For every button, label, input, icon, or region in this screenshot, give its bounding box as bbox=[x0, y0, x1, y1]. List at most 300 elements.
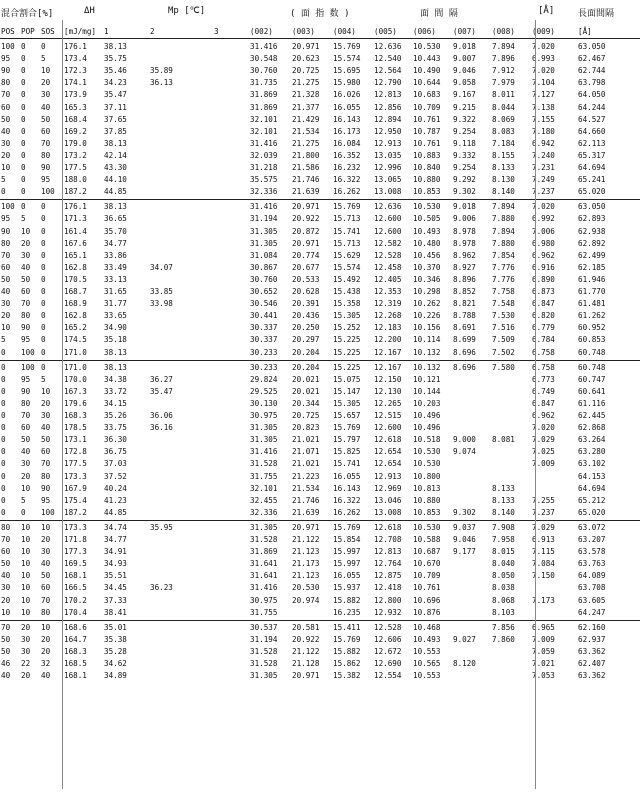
cell-sos: 50 bbox=[41, 435, 51, 445]
cell-enthalpy: 167.3 bbox=[64, 386, 87, 396]
cell-d006: 10.787 bbox=[413, 126, 441, 136]
table-row bbox=[0, 286, 640, 298]
cell-enthalpy: 171.3 bbox=[64, 214, 87, 224]
table-row bbox=[0, 646, 640, 658]
cell-d006: 10.496 bbox=[413, 423, 441, 433]
cell-pop: 22 bbox=[21, 659, 31, 668]
cell-d005: 12.913 bbox=[374, 471, 402, 481]
cell-pos: 60 bbox=[1, 102, 11, 112]
cell-sos: 0 bbox=[41, 335, 46, 345]
cell-d004: 15.797 bbox=[333, 435, 361, 445]
cell-d003: 20.530 bbox=[292, 583, 320, 593]
table-row bbox=[0, 213, 640, 225]
cell-long-spacing: 61.946 bbox=[578, 274, 606, 284]
column-rule bbox=[62, 20, 63, 789]
cell-d002: 31.755 bbox=[250, 471, 278, 481]
cell-pop: 30 bbox=[21, 634, 31, 644]
cell-sos: 10 bbox=[41, 522, 51, 532]
cell-d002: 32.455 bbox=[250, 495, 278, 505]
cell-pos: 0 bbox=[1, 411, 6, 420]
cell-mp1: 37.65 bbox=[104, 114, 127, 124]
cell-mp1: 38.13 bbox=[104, 42, 127, 51]
cell-pos: 0 bbox=[1, 495, 6, 505]
cell-sos: 95 bbox=[41, 175, 51, 185]
cell-d009: 6.890 bbox=[532, 274, 555, 284]
cell-d009: 7.029 bbox=[532, 522, 555, 532]
cell-d003: 21.128 bbox=[292, 659, 320, 668]
table-row bbox=[0, 126, 640, 138]
cell-d009: 7.029 bbox=[532, 435, 555, 445]
cell-d009: 6.749 bbox=[532, 386, 555, 396]
cell-d005: 12.950 bbox=[374, 126, 402, 136]
cell-d003: 21.122 bbox=[292, 646, 320, 656]
cell-sos: 70 bbox=[41, 459, 51, 469]
cell-d008: 7.860 bbox=[492, 634, 515, 644]
cell-enthalpy: 173.3 bbox=[64, 471, 87, 481]
table-row bbox=[0, 334, 640, 346]
cell-d004: 16.084 bbox=[333, 138, 361, 148]
cell-pos: 5 bbox=[1, 175, 6, 185]
cell-mp1: 33.75 bbox=[104, 423, 127, 433]
cell-d009: 7.115 bbox=[532, 547, 555, 557]
cell-pop: 20 bbox=[21, 238, 31, 248]
table-row bbox=[0, 250, 640, 262]
table-row bbox=[0, 410, 640, 422]
cell-d007: 9.302 bbox=[453, 187, 476, 197]
cell-pop: 10 bbox=[21, 483, 31, 493]
cell-d006: 10.880 bbox=[413, 495, 441, 505]
cell-d008: 8.083 bbox=[492, 126, 515, 136]
table-row bbox=[0, 386, 640, 398]
cell-enthalpy: 168.7 bbox=[64, 287, 87, 296]
cell-d005: 12.167 bbox=[374, 347, 402, 357]
table-row bbox=[0, 471, 640, 483]
cell-d007: 9.018 bbox=[453, 202, 476, 212]
cell-d003: 20.971 bbox=[292, 238, 320, 248]
cell-d002: 30.975 bbox=[250, 411, 278, 420]
cell-pop: 50 bbox=[21, 435, 31, 445]
cell-d003: 20.581 bbox=[292, 622, 320, 632]
cell-sos: 50 bbox=[41, 114, 51, 124]
cell-d009: 7.021 bbox=[532, 659, 555, 668]
cell-pos: 50 bbox=[1, 114, 11, 124]
cell-pos: 0 bbox=[1, 423, 6, 433]
cell-sos: 20 bbox=[41, 634, 51, 644]
cell-enthalpy: [mJ/mg] bbox=[64, 27, 97, 36]
cell-mp2: 36.16 bbox=[150, 423, 173, 433]
cell-d006: 10.553 bbox=[413, 646, 441, 656]
cell-sos: 0 bbox=[41, 238, 46, 248]
cell-d006: 10.880 bbox=[413, 175, 441, 185]
cell-d002: 30.337 bbox=[250, 335, 278, 345]
cell-d002: 30.537 bbox=[250, 622, 278, 632]
cell-d002: 29.525 bbox=[250, 386, 278, 396]
cell-d006: 10.144 bbox=[413, 386, 441, 396]
cell-d005: 12.672 bbox=[374, 646, 402, 656]
cell-d008: 8.140 bbox=[492, 187, 515, 197]
cell-long-spacing: 65.317 bbox=[578, 150, 606, 160]
table-row bbox=[0, 670, 640, 682]
cell-d007: 8.699 bbox=[453, 335, 476, 345]
cell-long-spacing: 63.050 bbox=[578, 202, 606, 212]
cell-enthalpy: 173.9 bbox=[64, 90, 87, 100]
cell-mp1: 34.74 bbox=[104, 522, 127, 532]
cell-d009: 6.993 bbox=[532, 54, 555, 64]
cell-d008: 7.776 bbox=[492, 274, 515, 284]
cell-d004: 15.769 bbox=[333, 202, 361, 212]
cell-d006: 10.644 bbox=[413, 78, 441, 88]
cell-pop: 10 bbox=[21, 547, 31, 557]
cell-long-spacing: 61.262 bbox=[578, 311, 606, 321]
cell-pos: 40 bbox=[1, 571, 11, 581]
cell-pos: 50 bbox=[1, 634, 11, 644]
cell-d007: 8.962 bbox=[453, 250, 476, 260]
cell-d009: 7.155 bbox=[532, 114, 555, 124]
cell-d005: 12.894 bbox=[374, 114, 402, 124]
cell-enthalpy: 168.3 bbox=[64, 646, 87, 656]
cell-d003: 21.639 bbox=[292, 507, 320, 517]
cell-d009: 6.916 bbox=[532, 262, 555, 272]
cell-d004: 15.825 bbox=[333, 447, 361, 457]
cell-mp1: 37.33 bbox=[104, 595, 127, 605]
cell-mp1: 36.30 bbox=[104, 435, 127, 445]
cell-d006: 10.493 bbox=[413, 226, 441, 236]
cell-pop: 80 bbox=[21, 311, 31, 321]
cell-d008: 8.155 bbox=[492, 150, 515, 160]
cell-d004: 16.235 bbox=[333, 607, 361, 617]
cell-d004: 15.358 bbox=[333, 299, 361, 309]
cell-d008: 7.894 bbox=[492, 202, 515, 212]
table-row bbox=[0, 495, 640, 507]
cell-d002: 31.528 bbox=[250, 646, 278, 656]
cell-long-spacing: 63.102 bbox=[578, 459, 606, 469]
cell-enthalpy: 173.2 bbox=[64, 150, 87, 160]
cell-d006: 10.443 bbox=[413, 54, 441, 64]
cell-d006: 10.696 bbox=[413, 595, 441, 605]
cell-d007: 9.118 bbox=[453, 138, 476, 148]
cell-d008: 8.038 bbox=[492, 583, 515, 593]
cell-d007: 8.821 bbox=[453, 299, 476, 309]
cell-d005: 12.813 bbox=[374, 547, 402, 557]
cell-d005: 12.405 bbox=[374, 274, 402, 284]
cell-d008: 8.015 bbox=[492, 547, 515, 557]
cell-d008: 8.068 bbox=[492, 595, 515, 605]
cell-d008: 7.516 bbox=[492, 323, 515, 333]
cell-pop: 30 bbox=[21, 250, 31, 260]
cell-d009: 6.847 bbox=[532, 299, 555, 309]
cell-pos: 20 bbox=[1, 311, 11, 321]
cell-d005: 12.932 bbox=[374, 607, 402, 617]
cell-d008: 8.140 bbox=[492, 507, 515, 517]
cell-long-spacing: 62.499 bbox=[578, 250, 606, 260]
table-row bbox=[0, 658, 640, 670]
cell-d006: 10.156 bbox=[413, 323, 441, 333]
cell-d003: 20.436 bbox=[292, 311, 320, 321]
cell-sos: 30 bbox=[41, 547, 51, 557]
cell-long-spacing: 64.694 bbox=[578, 483, 606, 493]
cell-pop: 40 bbox=[21, 447, 31, 457]
table-row bbox=[0, 65, 640, 77]
cell-mp1: 37.11 bbox=[104, 102, 127, 112]
cell-d004: 15.713 bbox=[333, 214, 361, 224]
cell-mp1: 36.75 bbox=[104, 447, 127, 457]
cell-pop: 0 bbox=[21, 126, 26, 136]
cell-d005: 12.813 bbox=[374, 90, 402, 100]
plane-spacing-header: 面 間 隔 bbox=[420, 9, 458, 19]
cell-pop: 5 bbox=[21, 214, 26, 224]
cell-sos: 40 bbox=[41, 102, 51, 112]
cell-pop: 10 bbox=[21, 595, 31, 605]
cell-d002: 31.416 bbox=[250, 583, 278, 593]
cell-pop: 90 bbox=[21, 386, 31, 396]
cell-d002: 30.760 bbox=[250, 66, 278, 76]
cell-d008: 7.894 bbox=[492, 226, 515, 236]
cell-d008: 7.776 bbox=[492, 262, 515, 272]
cell-d005: 12.636 bbox=[374, 42, 402, 51]
cell-enthalpy: 173.1 bbox=[64, 435, 87, 445]
cell-pos: 50 bbox=[1, 559, 11, 569]
cell-long-spacing: 65.241 bbox=[578, 175, 606, 185]
cell-pos: 40 bbox=[1, 126, 11, 136]
cell-long-spacing: 60.641 bbox=[578, 386, 606, 396]
cell-d004: 16.232 bbox=[333, 163, 361, 172]
cell-d006: 10.490 bbox=[413, 66, 441, 76]
cell-d005: 13.008 bbox=[374, 507, 402, 517]
cell-d003: 21.021 bbox=[292, 459, 320, 469]
cell-long-spacing: 65.212 bbox=[578, 495, 606, 505]
cell-mp1: 33.49 bbox=[104, 262, 127, 272]
header-divider bbox=[0, 38, 640, 39]
cell-sos: 100 bbox=[41, 507, 55, 517]
table-row bbox=[0, 347, 640, 359]
cell-enthalpy: 169.5 bbox=[64, 559, 87, 569]
cell-pos: 80 bbox=[1, 78, 11, 88]
cell-enthalpy: 165.3 bbox=[64, 102, 87, 112]
cell-d004: 15.695 bbox=[333, 66, 361, 76]
cell-mp1: 38.41 bbox=[104, 607, 127, 617]
cell-d006: 10.853 bbox=[413, 187, 441, 197]
cell-d006: 10.456 bbox=[413, 250, 441, 260]
cell-d004: 16.026 bbox=[333, 90, 361, 100]
cell-d006: 10.132 bbox=[413, 347, 441, 357]
enthalpy-header: ΔH bbox=[84, 6, 95, 16]
cell-mp1: 35.38 bbox=[104, 634, 127, 644]
cell-pos: 100 bbox=[1, 202, 15, 212]
cell-d007: 9.292 bbox=[453, 175, 476, 185]
cell-pos: 0 bbox=[1, 362, 6, 372]
cell-d006: (006) bbox=[413, 27, 436, 36]
cell-pop: 0 bbox=[21, 150, 26, 160]
cell-d007: (007) bbox=[453, 27, 476, 36]
cell-d008: 8.044 bbox=[492, 102, 515, 112]
cell-sos: 90 bbox=[41, 483, 51, 493]
cell-d008: 8.103 bbox=[492, 607, 515, 617]
cell-d008: 8.133 bbox=[492, 495, 515, 505]
cell-d009: 7.020 bbox=[532, 423, 555, 433]
cell-d004: 16.055 bbox=[333, 102, 361, 112]
cell-d009: 6.820 bbox=[532, 311, 555, 321]
cell-d003: 21.223 bbox=[292, 471, 320, 481]
cell-d004: 16.143 bbox=[333, 483, 361, 493]
cell-d005: 12.319 bbox=[374, 299, 402, 309]
cell-d003: 21.071 bbox=[292, 447, 320, 457]
cell-d006: 10.203 bbox=[413, 398, 441, 408]
cell-pop: 10 bbox=[21, 522, 31, 532]
column-subheader-row bbox=[0, 26, 640, 38]
cell-d008: 7.912 bbox=[492, 66, 515, 76]
cell-enthalpy: 177.5 bbox=[64, 163, 87, 172]
cell-d008: 7.896 bbox=[492, 54, 515, 64]
cell-mp1: 1 bbox=[104, 27, 109, 36]
cell-d004: 15.882 bbox=[333, 595, 361, 605]
cell-d004: 15.382 bbox=[333, 671, 361, 681]
cell-d005: 12.856 bbox=[374, 102, 402, 112]
cell-enthalpy: 177.5 bbox=[64, 459, 87, 469]
cell-mp1: 38.13 bbox=[104, 347, 127, 357]
cell-mp1: 33.65 bbox=[104, 311, 127, 321]
cell-pos: 0 bbox=[1, 435, 6, 445]
cell-sos: 10 bbox=[41, 386, 51, 396]
cell-d008: 7.880 bbox=[492, 238, 515, 248]
table-row bbox=[0, 374, 640, 386]
cell-enthalpy: 171.0 bbox=[64, 347, 87, 357]
cell-pos: 40 bbox=[1, 287, 11, 296]
cell-mp1: 33.13 bbox=[104, 274, 127, 284]
cell-sos: 70 bbox=[41, 595, 51, 605]
cell-pos: 90 bbox=[1, 226, 11, 236]
cell-mp1: 42.14 bbox=[104, 150, 127, 160]
table-row bbox=[0, 458, 640, 470]
cell-long-spacing: 60.952 bbox=[578, 323, 606, 333]
cell-sos: 0 bbox=[41, 250, 46, 260]
cell-pop: 0 bbox=[21, 54, 26, 64]
cell-d002: 31.416 bbox=[250, 447, 278, 457]
cell-sos: 40 bbox=[41, 671, 51, 681]
cell-d002: 30.233 bbox=[250, 347, 278, 357]
cell-d005: 12.268 bbox=[374, 311, 402, 321]
cell-d009: 7.020 bbox=[532, 66, 555, 76]
cell-d005: 12.582 bbox=[374, 238, 402, 248]
cell-d003: 21.173 bbox=[292, 559, 320, 569]
cell-d004: 15.574 bbox=[333, 262, 361, 272]
cell-mp2: 33.98 bbox=[150, 299, 173, 309]
cell-d004: 15.225 bbox=[333, 362, 361, 372]
cell-d005: 12.800 bbox=[374, 595, 402, 605]
cell-long-spacing: 64.527 bbox=[578, 114, 606, 124]
cell-d004: 15.769 bbox=[333, 522, 361, 532]
cell-long-spacing: 63.605 bbox=[578, 595, 606, 605]
cell-d006: 10.346 bbox=[413, 274, 441, 284]
table-row bbox=[0, 446, 640, 458]
cell-d004: 15.657 bbox=[333, 411, 361, 420]
cell-d003: 21.123 bbox=[292, 547, 320, 557]
cell-pos: 60 bbox=[1, 547, 11, 557]
cell-mp1: 38.13 bbox=[104, 202, 127, 212]
cell-d003: 21.746 bbox=[292, 495, 320, 505]
cell-d005: 12.654 bbox=[374, 459, 402, 469]
cell-d009: 6.758 bbox=[532, 362, 555, 372]
cell-d009: 6.779 bbox=[532, 323, 555, 333]
cell-d006: 10.530 bbox=[413, 459, 441, 469]
cell-d003: 21.639 bbox=[292, 187, 320, 197]
cell-pop: 0 bbox=[21, 102, 26, 112]
cell-d003: 21.123 bbox=[292, 571, 320, 581]
cell-sos: 30 bbox=[41, 90, 51, 100]
cell-d004: 15.492 bbox=[333, 274, 361, 284]
cell-d003: 20.725 bbox=[292, 411, 320, 420]
cell-d009: 7.059 bbox=[532, 646, 555, 656]
cell-d005: 12.183 bbox=[374, 323, 402, 333]
cell-d002: 31.416 bbox=[250, 138, 278, 148]
cell-mp1: 34.45 bbox=[104, 583, 127, 593]
cell-pos: 0 bbox=[1, 471, 6, 481]
table-row bbox=[0, 398, 640, 410]
cell-d005: (005) bbox=[374, 27, 397, 36]
table-row bbox=[0, 186, 640, 198]
cell-pop: 0 bbox=[21, 138, 26, 148]
cell-d005: 12.515 bbox=[374, 411, 402, 420]
cell-d007: 8.696 bbox=[453, 347, 476, 357]
cell-d004: 15.937 bbox=[333, 583, 361, 593]
cell-d009: 6.758 bbox=[532, 347, 555, 357]
cell-d002: 35.575 bbox=[250, 175, 278, 185]
cell-d006: 10.670 bbox=[413, 559, 441, 569]
cell-long-spacing: 62.445 bbox=[578, 411, 606, 420]
cell-pos: 10 bbox=[1, 323, 11, 333]
cell-sos: 0 bbox=[41, 311, 46, 321]
cell-enthalpy: 167.9 bbox=[64, 483, 87, 493]
cell-d008: 7.502 bbox=[492, 347, 515, 357]
cell-d008: 7.979 bbox=[492, 78, 515, 88]
cell-d009: 6.784 bbox=[532, 335, 555, 345]
cell-d009: 6.992 bbox=[532, 214, 555, 224]
cell-d007: 8.852 bbox=[453, 287, 476, 296]
cell-sos: 10 bbox=[41, 66, 51, 76]
cell-sos: SOS bbox=[41, 27, 55, 36]
cell-pop: 10 bbox=[21, 607, 31, 617]
cell-d005: 12.618 bbox=[374, 522, 402, 532]
cell-long-spacing: 63.050 bbox=[578, 42, 606, 51]
cell-pop: 0 bbox=[21, 78, 26, 88]
cell-enthalpy: 170.5 bbox=[64, 274, 87, 284]
cell-d003: 21.534 bbox=[292, 483, 320, 493]
table-row bbox=[0, 274, 640, 286]
cell-d006: 10.553 bbox=[413, 671, 441, 681]
cell-mp2: 35.89 bbox=[150, 66, 173, 76]
cell-d004: 15.862 bbox=[333, 659, 361, 668]
table-row bbox=[0, 634, 640, 646]
cell-pop: 20 bbox=[21, 671, 31, 681]
cell-pos: 5 bbox=[1, 335, 6, 345]
cell-mp2: 36.06 bbox=[150, 411, 173, 420]
cell-enthalpy: 187.2 bbox=[64, 187, 87, 197]
cell-enthalpy: 177.3 bbox=[64, 547, 87, 557]
cell-d005: 12.600 bbox=[374, 423, 402, 433]
cell-d002: 30.337 bbox=[250, 323, 278, 333]
cell-mp1: 35.75 bbox=[104, 54, 127, 64]
cell-mp1: 38.13 bbox=[104, 138, 127, 148]
cell-mp1: 31.65 bbox=[104, 287, 127, 296]
cell-d004: 15.225 bbox=[333, 347, 361, 357]
group-divider bbox=[0, 520, 640, 521]
cell-long-spacing: 62.113 bbox=[578, 138, 606, 148]
cell-mp1: 34.77 bbox=[104, 535, 127, 544]
cell-pos: 10 bbox=[1, 163, 11, 172]
cell-pop: 60 bbox=[21, 287, 31, 296]
cell-d002: 31.755 bbox=[250, 607, 278, 617]
cell-enthalpy: 174.5 bbox=[64, 335, 87, 345]
cell-d003: 21.021 bbox=[292, 435, 320, 445]
